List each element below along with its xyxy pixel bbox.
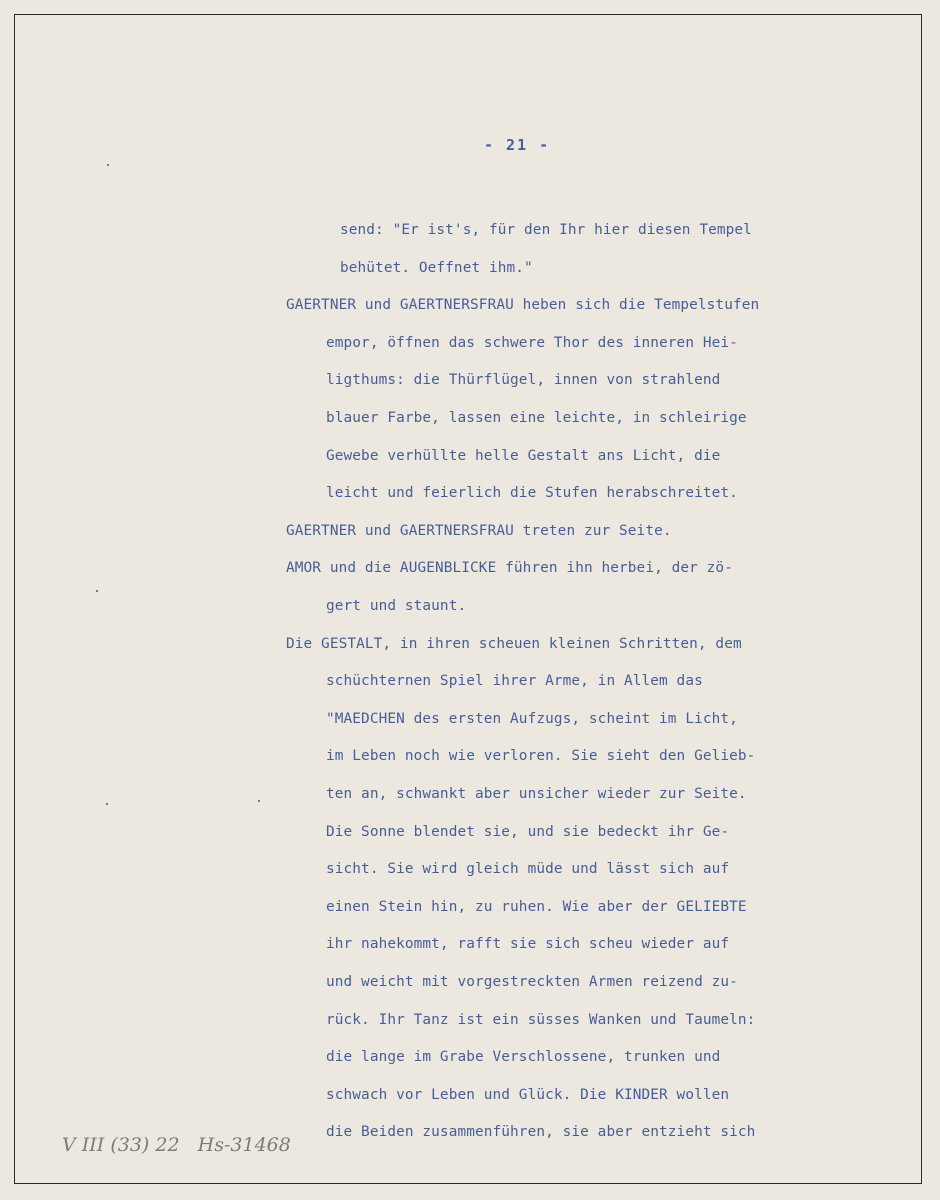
text-line: ihr nahekommt, rafft sie sich scheu wieder auf (326, 936, 730, 953)
typescript-page (14, 14, 922, 1184)
text-line: "MAEDCHEN des ersten Aufzugs, scheint im Licht, (326, 710, 738, 727)
text-line: ten an, schwankt aber unsicher wieder zur Seite. (326, 786, 747, 802)
text-line: leicht und feierlich die Stufen herabschreitet. (326, 485, 738, 502)
text-line: die Beiden zusammenführen, sie aber entzieht sich (326, 1124, 756, 1141)
text-line: schwach vor Leben und Glück. Die KINDER wollen (326, 1086, 730, 1103)
text-line: GAERTNER und GAERTNERSFRAU treten zur Seite. (286, 522, 672, 539)
text-line: ligthums: die Thürflügel, innen von strahlend (326, 372, 721, 389)
text-line: die lange im Grabe Verschlossene, trunken und (326, 1049, 721, 1066)
text-line: blauer Farbe, lassen eine leichte, in schleirige (326, 410, 747, 426)
paper-speck (96, 590, 98, 592)
text-line: und weicht mit vorgestreckten Armen reizend zu- (326, 974, 738, 990)
text-line: GAERTNER und GAERTNERSFRAU heben sich die Tempelstufen (286, 297, 760, 314)
paper-speck (258, 800, 260, 802)
text-line: Die Sonne blendet sie, und sie bedeckt ihr Ge- (326, 823, 730, 840)
text-line: schüchternen Spiel ihrer Arme, in Allem das (326, 673, 703, 690)
text-line: empor, öffnen das schwere Thor des inneren Hei- (326, 334, 738, 351)
text-line: im Leben noch wie verloren. Sie sieht den Gelieb- (326, 748, 756, 765)
archive-shelfmark: V III (33) 22 Hs-31468 (62, 1134, 291, 1156)
paper-speck (107, 164, 109, 166)
text-line: Gewebe verhüllte helle Gestalt ans Licht, die (326, 447, 721, 464)
text-line: einen Stein hin, zu ruhen. Wie aber der GELIEBTE (326, 898, 747, 915)
text-line: send: "Er ist's, für den Ihr hier diesen Tempel (340, 222, 752, 238)
text-line: behütet. Oeffnet ihm." (340, 259, 533, 276)
text-line: AMOR und die AUGENBLICKE führen ihn herbei, der zö- (286, 560, 733, 577)
text-line: gert und staunt. (326, 598, 467, 614)
page-number: - 21 - (484, 136, 551, 154)
paper-speck (106, 803, 108, 805)
text-line: rück. Ihr Tanz ist ein süsses Wanken und Taumeln: (326, 1011, 756, 1028)
text-line: Die GESTALT, in ihren scheuen kleinen Schritten, dem (286, 635, 742, 652)
text-line: sicht. Sie wird gleich müde und lässt sich auf (326, 861, 730, 878)
